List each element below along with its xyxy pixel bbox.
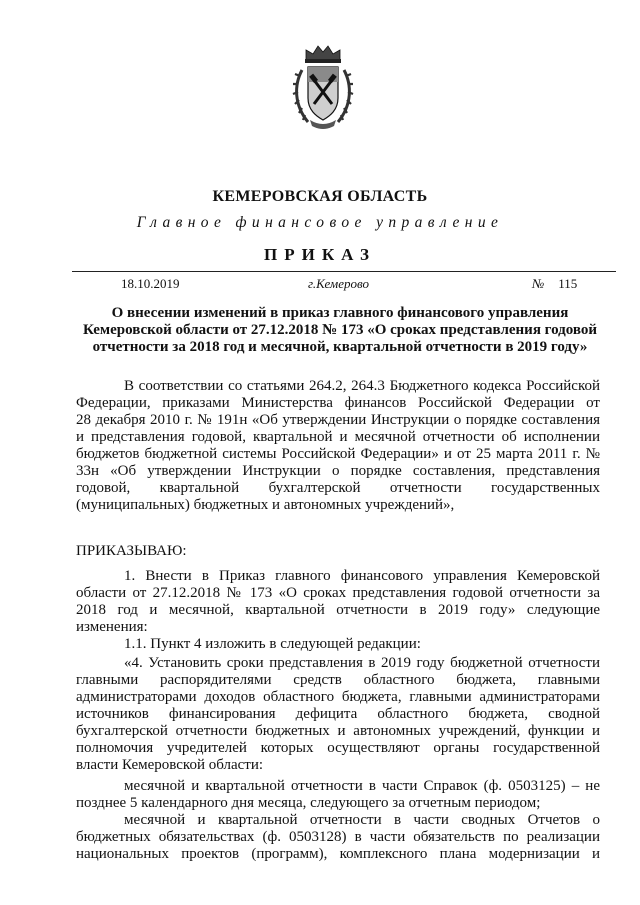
text-line: главными распорядителями средств областного бюджета, главными	[76, 672, 600, 688]
text-line: «4. Установить сроки представления в 2019 году бюджетной отчетности	[124, 655, 600, 671]
monthly-obligations-paragraph	[76, 812, 600, 863]
text-line: бухгалтерской отчетности бюджетных и автономных учреждений, функции и	[76, 723, 600, 739]
text-line: 33н «Об утверждении Инструкции о порядке составления, представления	[76, 463, 600, 479]
text-line: изменения:	[76, 619, 148, 635]
text-line: администраторами доходов областного бюджета, главными администраторами	[76, 689, 600, 705]
text-line: 28 декабря 2010 г. № 191н «Об утверждении Инструкции о порядке составления	[76, 412, 600, 428]
text-line: месячной и квартальной отчетности в части Справок (ф. 0503125) – не	[124, 778, 600, 794]
department-name: Главное финансовое управление	[136, 214, 504, 231]
text-line: бюджетных обязательствах (ф. 0503128) в части обязательств по реализации	[76, 829, 600, 845]
text-line: месячной и квартальной отчетности в части сводных Отчетов о	[124, 812, 600, 828]
item-1-1-paragraph	[76, 636, 600, 653]
text-line: 2018 год и месячной, квартальной отчетности в 2019 году» следующие	[76, 602, 600, 618]
title-line: О внесении изменений в приказ главного финансового управления	[111, 305, 569, 321]
quoted-item-4	[76, 655, 600, 774]
text-line: 1. Внести в Приказ главного финансового управления Кемеровской	[124, 568, 600, 584]
order-city: г.Кемерово	[308, 276, 369, 291]
order-word: ПРИКАЗЫВАЮ:	[76, 543, 187, 559]
text-line: 1.1. Пункт 4 изложить в следующей редакции:	[124, 636, 421, 652]
item-1-paragraph	[76, 568, 600, 636]
document-type: ПРИКАЗ	[264, 245, 376, 264]
text-line: бюджетов бюджетной системы Российской Федерации» и от 25 марта 2011 г. №	[76, 446, 600, 462]
text-line: годовой, квартальной бухгалтерской отчетности государственных	[76, 480, 600, 496]
text-line: позднее 5 календарного дня месяца, следующего за отчетным периодом;	[76, 795, 541, 811]
number-sign: №	[532, 276, 545, 291]
text-line: и представления годовой, квартальной и месячной отчетности об исполнении	[76, 429, 600, 445]
number-value: 115	[558, 276, 578, 291]
text-line: В соответствии со статьями 264.2, 264.3 Бюджетного кодекса Российской	[124, 378, 600, 394]
text-line: власти Кемеровской области:	[76, 757, 264, 773]
text-line: (муниципальных) бюджетных и автономных учреждений»,	[76, 497, 455, 513]
text-line: области от 27.12.2018 № 173 «О сроках представления годовой отчетности за	[76, 585, 600, 601]
title-line: отчетности за 2018 год и месячной, квартальной отчетности в 2019 году»	[92, 339, 588, 355]
order-number	[532, 276, 577, 292]
order-date: 18.10.2019	[121, 276, 180, 291]
text-line: полномочия учредителей которых осуществляют органы государственной	[76, 740, 600, 756]
monthly-references-paragraph	[76, 778, 600, 812]
text-line: национальных проектов (программ), комплексного плана модернизации и	[76, 846, 600, 862]
title-line: Кемеровской области от 27.12.2018 № 173 «О сроках представления годовой	[82, 322, 598, 338]
intro-paragraph	[76, 378, 600, 514]
text-line: Федерации, приказами Министерства финансов Российской Федерации от	[76, 395, 600, 411]
order-title	[40, 305, 640, 356]
text-line: источников финансирования дефицита областного бюджета, сводной	[76, 706, 600, 722]
region-name: КЕМЕРОВСКАЯ ОБЛАСТЬ	[212, 188, 428, 205]
coat-of-arms-emblem	[290, 40, 356, 132]
header-divider	[72, 271, 616, 272]
